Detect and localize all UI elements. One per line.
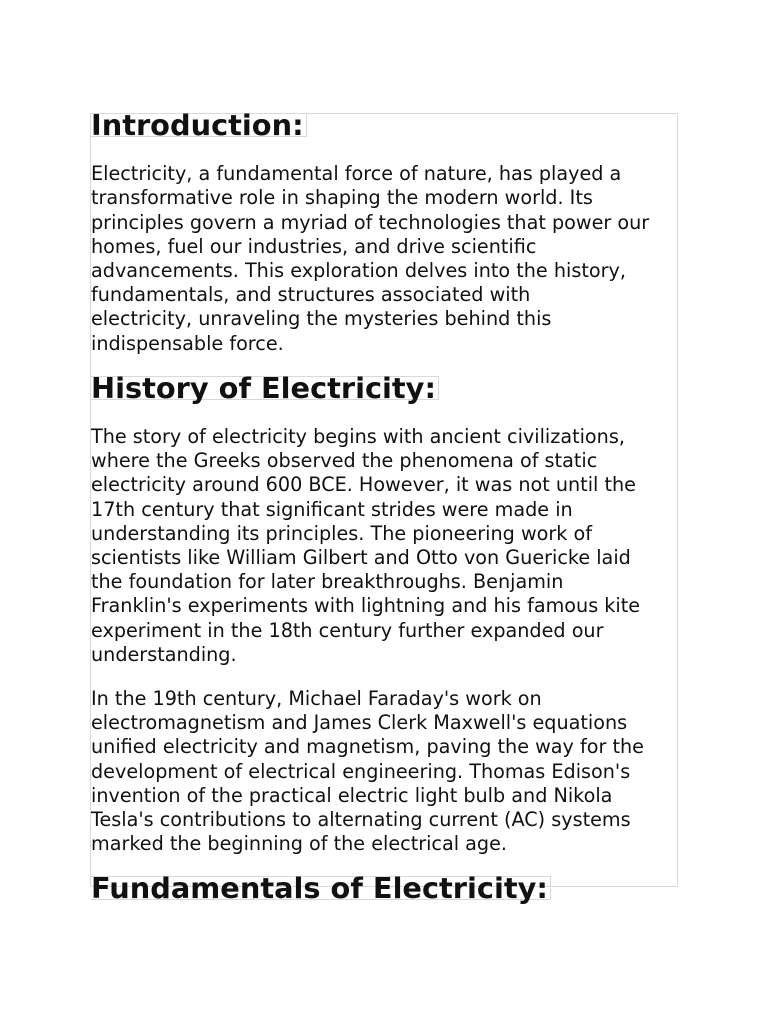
section-history: [91, 370, 681, 405]
heading-introduction: Introduction:: [91, 113, 307, 137]
section-introduction: [91, 108, 681, 142]
section-fundamentals: [91, 871, 681, 906]
paragraph-introduction: Electricity, a fundamental force of nature, has played a transformative role in shaping the modern world. Its principles govern a myriad of technologies that power our homes, fuel our industries, and drive scientific advancements. This exploration delves into the history, fundamentals, and structures associated with electricity, unraveling the mysteries behind this indispensable force.: [91, 162, 650, 355]
heading-fundamentals: Fundamentals of Electricity:: [91, 876, 551, 900]
paragraph-history-2: In the 19th century, Michael Faraday's work on electromagnetism and James Clerk Maxwell's equations unified electricity and magnetism, paving the way for the development of electrical engineering. Thomas Edison's invention of the practical electric light bulb and Nikola Tesla's contributions to alternating current (AC) systems marked the beginning of the electrical age.: [91, 687, 644, 856]
heading-history: History of Electricity:: [91, 376, 439, 400]
paragraph-history-1: The story of electricity begins with ancient civilizations, where the Greeks observed the phenomena of static electricity around 600 BCE. However, it was not until the 17th century that significant strides were made in understanding its principles. The pioneering work of scientists like William Gilbert and Otto von Guericke laid the foundation for later breakthroughs. Benjamin Franklin's experiments with lightning and his famous kite experiment in the 18th century further expanded our understanding.: [91, 425, 641, 666]
document-body: [91, 108, 681, 906]
